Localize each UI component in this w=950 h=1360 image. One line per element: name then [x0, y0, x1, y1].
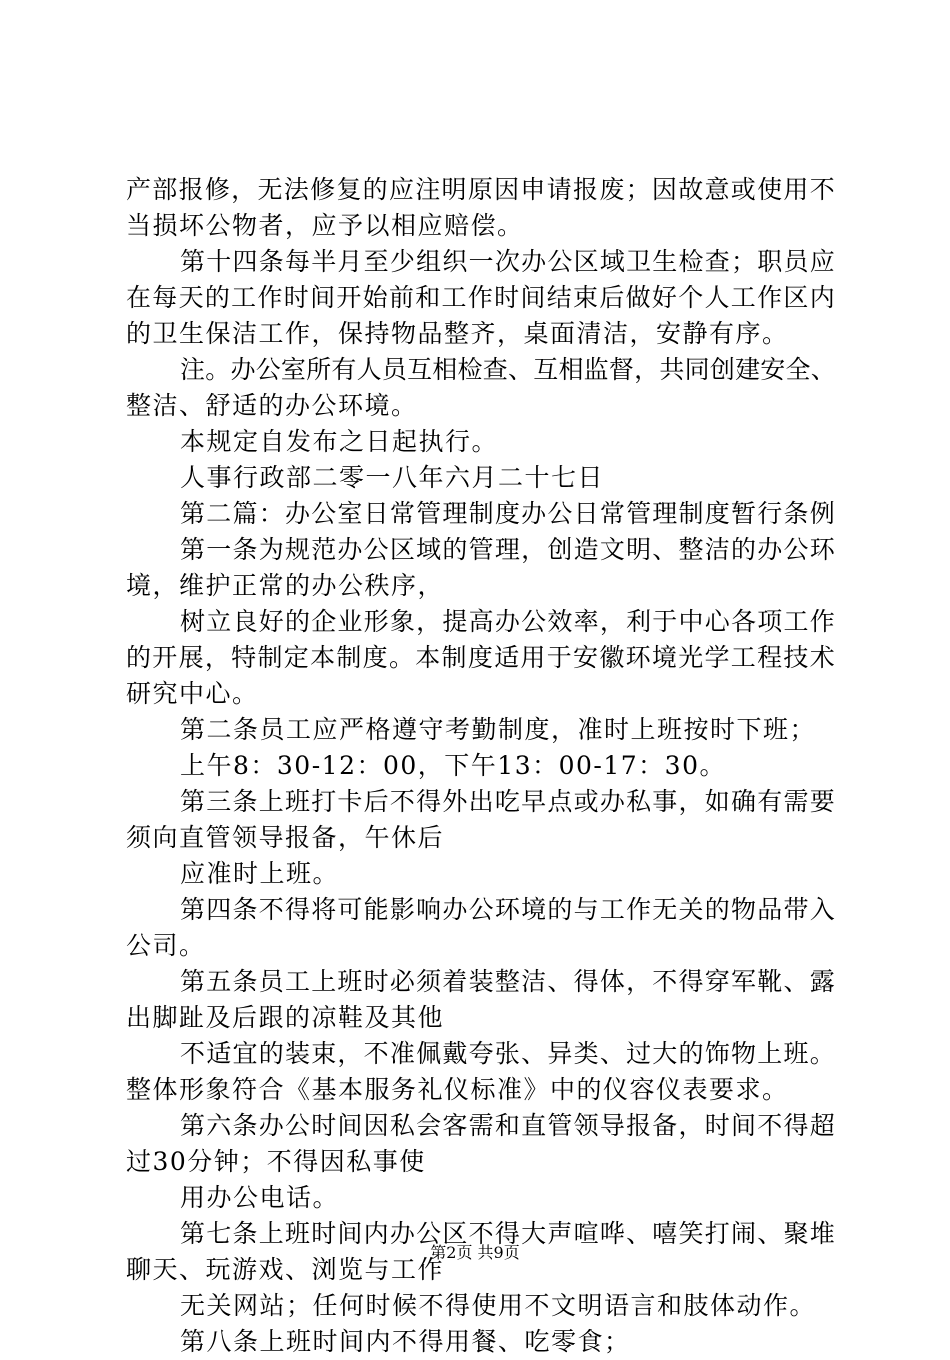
text-line: 第一条为规范办公区域的管理，创造文明、整洁的办公环 [180, 535, 836, 564]
document-body [126, 172, 836, 1360]
text-line: 当损坏公物者，应予以相应赔偿。 [126, 211, 524, 240]
text-line: 上午8：30-12：00，下午13：00-17：30。 [180, 751, 726, 780]
text-line: 在每天的工作时间开始前和工作时间结束后做好个人工作区内 [126, 283, 836, 312]
text-line: 过30分钟；不得因私事使 [126, 1147, 426, 1176]
text-line: 整洁、舒适的办公环境。 [126, 391, 418, 420]
text-line: 聊天、玩游戏、浏览与工作 [126, 1255, 445, 1284]
text-line: 出脚趾及后跟的凉鞋及其他 [126, 1003, 445, 1032]
page-footer: 第2页 共9页 [430, 1243, 520, 1262]
text-line: 注。办公室所有人员互相检查、互相监督，共同创建安全、 [180, 355, 836, 384]
text-line: 产部报修，无法修复的应注明原因申请报废；因故意或使用不 [126, 175, 836, 204]
text-line: 用办公电话。 [180, 1183, 340, 1212]
text-line: 树立良好的企业形象，提高办公效率，利于中心各项工作 [180, 607, 836, 636]
text-line: 人事行政部二零一八年六月二十七日 [180, 463, 605, 492]
text-line: 研究中心。 [126, 679, 259, 708]
text-line: 须向直管领导报备，午休后 [126, 823, 445, 852]
text-line: 应准时上班。 [180, 859, 340, 888]
text-line: 不适宜的装束，不准佩戴夸张、异类、过大的饰物上班。 [180, 1039, 836, 1068]
text-line: 第六条办公时间因私会客需和直管领导报备，时间不得超 [180, 1111, 836, 1140]
text-line: 公司。 [126, 931, 206, 960]
text-line: 第十四条每半月至少组织一次办公区域卫生检查；职员应 [180, 247, 836, 276]
text-line: 第二篇：办公室日常管理制度办公日常管理制度暂行条例 [180, 499, 836, 528]
text-line: 境，维护正常的办公秩序， [126, 571, 445, 600]
text-line: 第四条不得将可能影响办公环境的与工作无关的物品带入 [180, 895, 836, 924]
text-line: 的卫生保洁工作，保持物品整齐，桌面清洁，安静有序。 [126, 319, 789, 348]
text-line: 无关网站；任何时候不得使用不文明语言和肢体动作。 [180, 1291, 817, 1320]
text-line: 整体形象符合《基本服务礼仪标准》中的仪容仪表要求。 [126, 1075, 789, 1104]
text-line: 本规定自发布之日起执行。 [180, 427, 499, 456]
text-line: 的开展，特制定本制度。本制度适用于安徽环境光学工程技术 [126, 643, 836, 672]
text-line: 第二条员工应严格遵守考勤制度，准时上班按时下班； [180, 715, 817, 744]
text-line: 第八条上班时间内不得用餐、吃零食； [180, 1327, 631, 1356]
text-line: 第七条上班时间内办公区不得大声喧哗、嘻笑打闹、聚堆 [180, 1219, 836, 1248]
text-line: 第五条员工上班时必须着装整洁、得体，不得穿军靴、露 [180, 967, 836, 996]
text-line: 第三条上班打卡后不得外出吃早点或办私事，如确有需要 [180, 787, 836, 816]
